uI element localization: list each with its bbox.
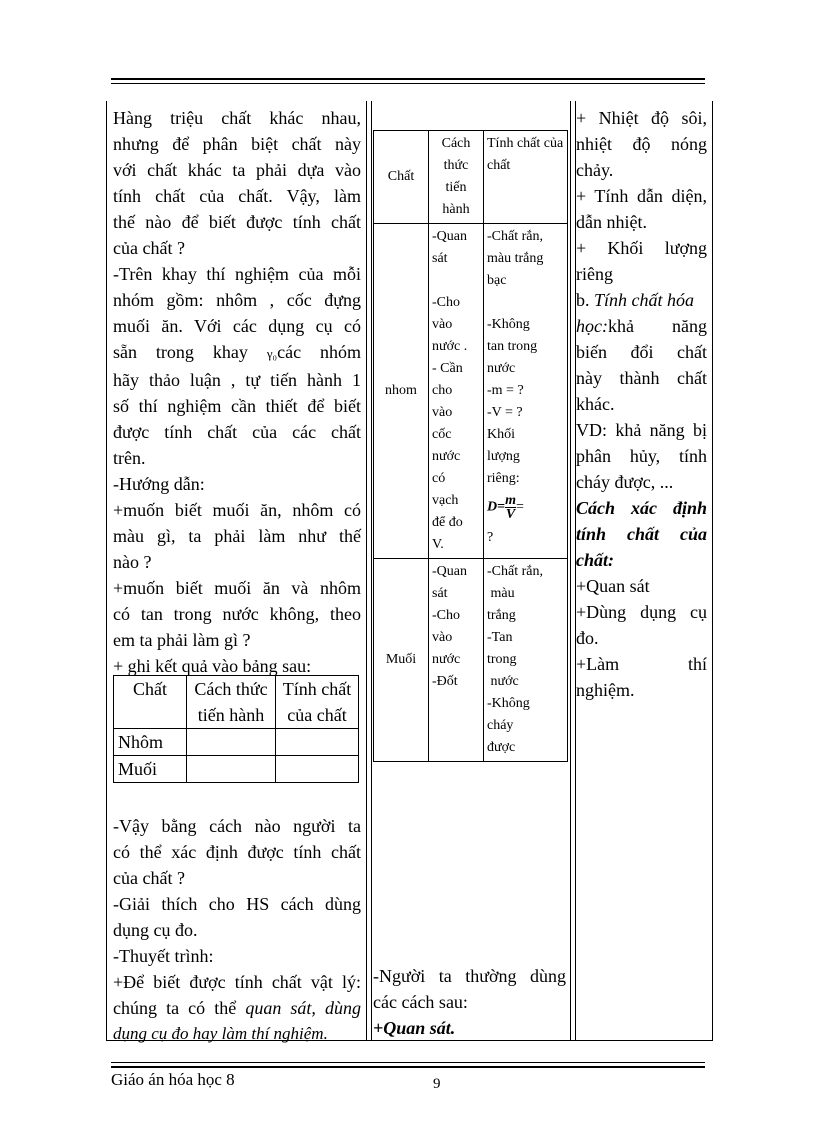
text-line: +Để biết được tính chất vật lý: (113, 972, 361, 992)
text-line: -Người ta thường dùng (373, 966, 566, 986)
text-line: -Không (487, 317, 530, 332)
result-table-header: Cách thức tiến hành (429, 131, 484, 224)
text-line: -Quan (432, 229, 467, 244)
text-line: -Đốt (432, 674, 458, 689)
page-number: 9 (433, 1076, 441, 1092)
text-line: vào (432, 630, 453, 645)
column-divider-1 (366, 101, 367, 1040)
text-line: nước (487, 361, 516, 376)
text-line: cháy (487, 718, 514, 733)
text-line: nước (432, 652, 461, 667)
text-line: -Không (487, 696, 530, 711)
text-line: màu gì, ta phải làm như thế (113, 526, 361, 546)
spacer (432, 270, 480, 292)
text-line: +muốn biết muối ăn và nhôm (113, 578, 361, 598)
record-table-cell (276, 729, 359, 756)
result-table-header: Tính chất của chất (484, 131, 568, 224)
text-line: đo. (576, 628, 599, 648)
text-line: -Cho (432, 295, 460, 310)
text-line: + Khối lượng (576, 238, 707, 258)
text-line: -Thuyết trình: (113, 946, 214, 966)
text-line: có thể xác định được tính chất (113, 842, 361, 862)
page-footer (111, 1070, 705, 1090)
text-line: tan trong (487, 339, 538, 354)
text-line: -Giải thích cho HS cách dùng (113, 894, 361, 914)
text-line: + Nhiệt độ sôi, (576, 108, 707, 128)
record-table-header: Cách thức tiến hành (187, 676, 276, 729)
text-line: nước (487, 674, 519, 689)
text-line: -Cho (432, 608, 460, 623)
text-italic: quan sát, dùng (245, 998, 361, 1018)
symbol-glyph: γ₀ (266, 346, 278, 361)
formula-tail: ? (487, 530, 494, 545)
text-line: -Vậy bằng cách nào người ta (113, 816, 361, 836)
text-line: +Dùng dụng cụ (576, 602, 707, 622)
text-line: được (487, 740, 516, 755)
text-line: -Quan (432, 564, 467, 579)
text-line: +Quan sát (576, 576, 650, 596)
text-line: màu trắng (487, 251, 544, 266)
header-rule-thin (111, 83, 705, 84)
record-table-cell: Muối (114, 756, 187, 783)
text-line: chảy. (576, 160, 614, 180)
text-line: + Tính dẫn diện, (576, 186, 707, 206)
text-line: + ghi kết quả vào bảng sau: (113, 656, 312, 676)
text-line-mixed (113, 995, 361, 1021)
record-table-header: Chất (114, 676, 187, 729)
method-cell-nhom (429, 224, 484, 559)
text-line: bạc (487, 273, 507, 288)
text-line: sát (432, 586, 448, 601)
text-line: cho (432, 383, 453, 398)
text-line: dẫn nhiệt. (576, 212, 647, 232)
text-line: cốc (432, 427, 452, 442)
text-line: thế nào để biết được tính chất (113, 212, 361, 232)
text-line: màu (487, 586, 515, 601)
text-line-bold-italic: tính chất của (576, 524, 707, 544)
text-line: biến đổi chất (576, 342, 707, 362)
text-line: nhiệt độ nóng (576, 134, 707, 154)
teacher-activity-column (113, 105, 361, 679)
formula-eq: = (516, 499, 524, 515)
footer-rule-thick (111, 1066, 705, 1068)
text-plain: b. (576, 290, 594, 310)
row-name-muoi: Muối (374, 559, 429, 762)
text-line-mixed (576, 313, 707, 339)
text-line-mixed (576, 287, 707, 313)
result-table (373, 130, 568, 762)
lesson-table (106, 101, 713, 1041)
record-table-cell (276, 756, 359, 783)
footer-title: Giáo án hóa học 8 (111, 1070, 235, 1089)
text-line: -Tan (487, 630, 513, 645)
text-line: của chất ? (113, 238, 185, 258)
content-column (576, 105, 707, 703)
teacher-activity-continued (113, 813, 361, 1047)
text-line: nhóm gồm: nhôm , cốc đựng (113, 290, 361, 310)
text-line: vạch (432, 493, 459, 508)
column-divider-3 (570, 101, 571, 1040)
text-plain: khả năng (607, 316, 707, 336)
text-italic: học: (576, 316, 608, 336)
text-line-bold: +Quan sát. (373, 1018, 456, 1038)
text-line: phân hủy, tính (576, 446, 707, 466)
result-table-header: Chất (374, 131, 429, 224)
text-line: -Chất rắn, (487, 564, 543, 579)
student-activity-bottom (373, 963, 566, 1041)
record-table-cell (187, 729, 276, 756)
density-formula (487, 494, 564, 521)
text-line: vào (432, 405, 453, 420)
text-line: trắng (487, 608, 516, 623)
text-line: khác. (576, 394, 615, 414)
props-cell-muoi (484, 559, 568, 762)
row-name-nhom: nhom (374, 224, 429, 559)
text-line: -Hướng dẫn: (113, 474, 205, 494)
text-plain: chúng ta có thể (113, 998, 246, 1018)
method-cell-muoi (429, 559, 484, 762)
text-line: với chất khác ta phải dựa vào (113, 160, 361, 180)
text-line: Hàng triệu chất khác nhau, (113, 108, 361, 128)
text-line: được tính chất của các chất (113, 422, 361, 442)
text-line-italic: dụng cụ đo hay làm thí nghiệm. (113, 1024, 328, 1043)
text-line: hãy thảo luận , tự tiến hành 1 (113, 370, 361, 390)
text-line: nhưng để phân biệt chất này (113, 134, 361, 154)
text-line-bold-italic: chất: (576, 550, 614, 570)
text-line-with-symbol: sẵn trong khay γ₀các nhóm (113, 342, 362, 362)
formula-eq: = (497, 499, 506, 515)
text-line: V. (432, 537, 444, 552)
props-cell-nhom (484, 224, 568, 559)
text-line: riêng (576, 264, 613, 284)
record-table-header: Tính chất của chất (276, 676, 359, 729)
text-italic: Tính chất hóa (594, 290, 695, 310)
formula-lhs: D (487, 499, 498, 515)
text-line: nước (432, 449, 461, 464)
text-line: +Làm thí (576, 654, 707, 674)
text-line: -Trên khay thí nghiệm của mỗi (113, 264, 361, 284)
footer-rule-thin (111, 1062, 705, 1063)
text-line: này thành chất (576, 368, 707, 388)
spacer (487, 292, 564, 314)
record-table-cell: Nhôm (114, 729, 187, 756)
text-line: nào ? (113, 552, 152, 572)
text-line: các cách sau: (373, 992, 468, 1012)
text-line: có (432, 471, 446, 486)
text-line-bold-italic: Cách xác định (576, 498, 707, 518)
formula-denominator: V (505, 507, 516, 522)
text-line: nghiệm. (576, 680, 635, 700)
text-line: VD: khả năng bị (576, 420, 707, 440)
text-line: có tan trong nước không, theo (113, 604, 361, 624)
text-line: em ta phải làm gì ? (113, 630, 251, 650)
text-line: muối ăn. Với các dụng cụ có (113, 316, 361, 336)
text-line: sát (432, 251, 448, 266)
record-table-cell (187, 756, 276, 783)
text-line: riêng: (487, 471, 520, 486)
text-line: vào (432, 317, 453, 332)
text-line: - Cần (432, 361, 463, 376)
text-line: lượng (487, 449, 520, 464)
header-rule-thick (111, 78, 705, 80)
text-line: tính chất của chất. Vậy, làm (113, 186, 361, 206)
text-line: cháy được, ... (576, 472, 674, 492)
formula-numerator: m (505, 493, 516, 508)
text-line: dụng cụ đo. (113, 920, 198, 940)
text-line: -m = ? (487, 383, 524, 398)
text-line: nước . (432, 339, 468, 354)
column-divider-2 (371, 101, 372, 1040)
text-line: Khối (487, 427, 515, 442)
text-line: -V = ? (487, 405, 523, 420)
record-table (113, 675, 359, 783)
text-line: trên. (113, 448, 146, 468)
text-line: trong (487, 652, 517, 667)
text-line: để đo (432, 515, 463, 530)
text-line: +muốn biết muối ăn, nhôm có (113, 500, 361, 520)
text-line: của chất ? (113, 868, 185, 888)
formula-fraction (505, 494, 516, 521)
text-line: -Chất rắn, (487, 229, 543, 244)
text-line: số thí nghiệm cần thiết để biết (113, 396, 361, 416)
